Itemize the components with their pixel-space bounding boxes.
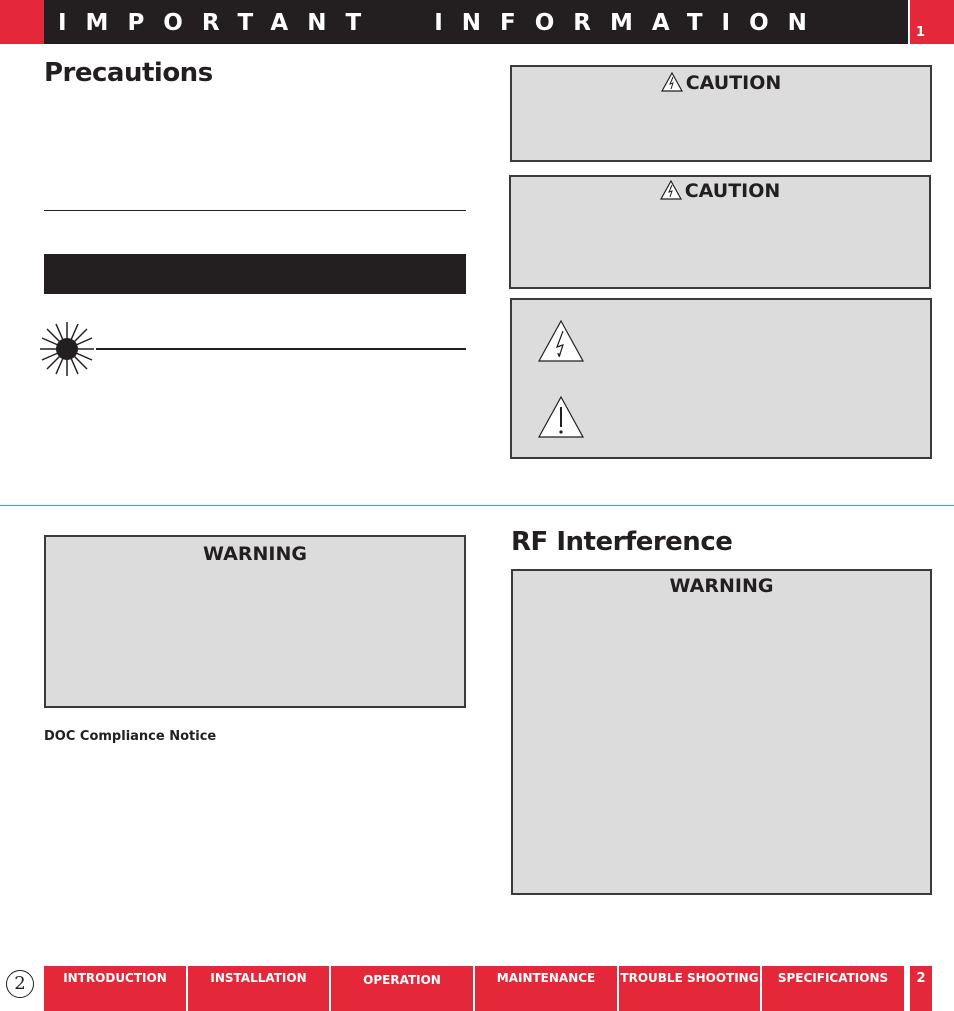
- warning-box-rf-title: WARNING: [669, 575, 774, 597]
- laser-starburst-icon: [38, 320, 96, 378]
- nav-installation[interactable]: INSTALLATION: [188, 966, 329, 1011]
- warning-box-left-title: WARNING: [203, 543, 307, 565]
- nav-maintenance[interactable]: MAINTENANCE: [475, 966, 617, 1011]
- rf-interference-heading: RF Interference: [511, 527, 733, 557]
- lightning-triangle-icon: [661, 72, 683, 92]
- nav-operation[interactable]: OPERATION: [331, 966, 473, 1011]
- lightning-triangle-icon: [537, 319, 585, 363]
- caution-box-2: [509, 175, 931, 289]
- symbol-box: [510, 298, 932, 459]
- caution-box-1: [510, 65, 932, 162]
- warning-box-left: [44, 535, 466, 708]
- footer-chapter-tab[interactable]: 2: [910, 966, 932, 1011]
- header-chapter-tab: [910, 0, 954, 44]
- caution-label: CAUTION: [684, 180, 781, 202]
- lightning-triangle-icon: [660, 180, 682, 200]
- page-title: IMPORTANT INFORMATION: [58, 10, 826, 36]
- dark-section-bar: [44, 254, 466, 294]
- nav-introduction[interactable]: INTRODUCTION: [44, 966, 186, 1011]
- exclamation-triangle-icon: [537, 395, 585, 439]
- warning-box-rf: [511, 569, 932, 895]
- section-divider-teal: [0, 505, 954, 506]
- section-divider: [44, 210, 466, 211]
- nav-specifications[interactable]: SPECIFICATIONS: [762, 966, 904, 1011]
- caution-box-1-title: [512, 72, 930, 94]
- precautions-heading: Precautions: [44, 58, 213, 88]
- caution-label: CAUTION: [685, 72, 782, 94]
- header-left-block: [0, 0, 44, 44]
- chapter-number: 1: [915, 25, 925, 40]
- doc-compliance-notice: DOC Compliance Notice: [44, 729, 217, 744]
- page-number: 2: [6, 970, 34, 998]
- caution-box-2-title: [511, 180, 929, 202]
- laser-rule: [96, 348, 466, 350]
- nav-trouble-shooting[interactable]: TROUBLE SHOOTING: [619, 966, 760, 1011]
